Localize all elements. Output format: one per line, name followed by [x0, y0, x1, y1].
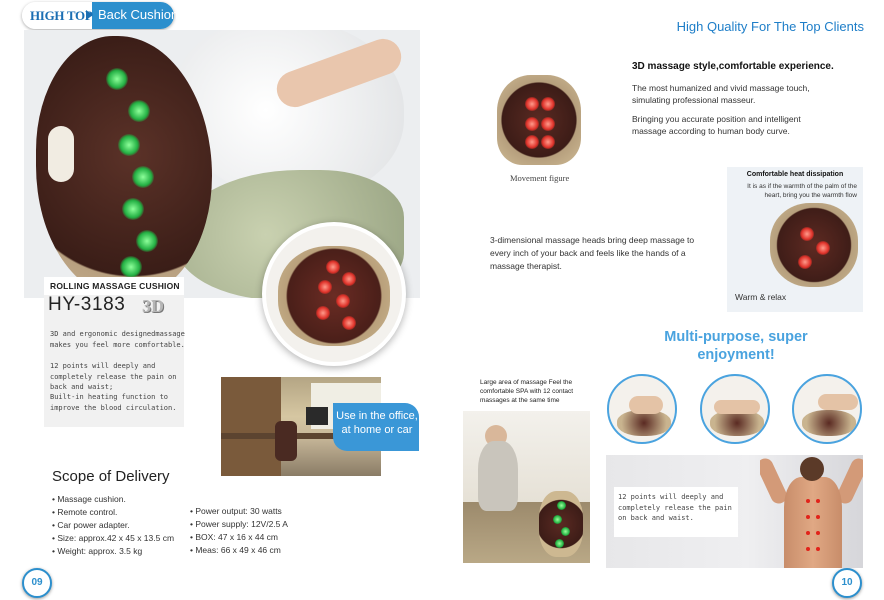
tagline: High Quality For The Top Clients: [676, 19, 864, 34]
use-cushion: [802, 410, 856, 436]
scope-item: • Power output: 30 watts: [190, 506, 282, 516]
massage-node: [342, 272, 356, 286]
massage-node: [525, 135, 539, 149]
green-light: [118, 134, 140, 156]
back-figure: [760, 455, 863, 568]
product-paragraph: 3D and ergonomic designedmassage makes you feel more comfortable.: [50, 330, 185, 349]
green-light: [136, 230, 158, 252]
movement-figure-image: [497, 75, 581, 165]
pressure-point: [816, 499, 820, 503]
scope-item: • Remote control.: [52, 507, 118, 517]
cushion-handle: [48, 126, 74, 182]
office-shelf: [221, 377, 281, 476]
massage-node: [798, 255, 812, 269]
heat-description: It is as if the warmth of the palm of the heart, bring you the warmth flow: [747, 183, 857, 199]
use-leg-image: [792, 374, 862, 444]
massage-node: [541, 117, 555, 131]
product-paragraph: Built-in heating function to improve the blood circulation.: [50, 393, 177, 412]
scope-item: • Power supply: 12V/2.5 A: [190, 519, 288, 529]
back-head: [800, 457, 824, 481]
scope-item: • BOX: 47 x 16 x 44 cm: [190, 532, 279, 542]
use-foot: [629, 396, 663, 414]
massage-node: [525, 97, 539, 111]
heat-cushion-image: [770, 203, 858, 287]
scope-item: • Massage cushion.: [52, 494, 126, 504]
scope-item: • Size: approx.42 x 45 x 13.5 cm: [52, 533, 175, 543]
pressure-point: [806, 499, 810, 503]
scope-item: • Car power adapter.: [52, 520, 130, 530]
use-leg: [818, 394, 858, 410]
product-paragraph: 12 points will deeply and completely release the pain on back and waist;: [50, 362, 177, 391]
back-torso: [784, 477, 842, 568]
pressure-point: [806, 515, 810, 519]
massage-node: [541, 135, 555, 149]
green-light: [122, 198, 144, 220]
massage-node: [336, 294, 350, 308]
cushion-closeup: [262, 222, 406, 366]
back-text: 12 points will deeply and completely release the pain on back and waist.: [618, 493, 732, 522]
3d-badge: 3D: [142, 296, 164, 316]
green-light: [561, 527, 570, 536]
office-monitor: [306, 407, 328, 425]
massage-node: [318, 280, 332, 294]
office-caption: Use in the office, at home or car: [336, 410, 418, 436]
heat-caption: Warm & relax: [735, 292, 787, 302]
massage-node: [525, 117, 539, 131]
massage-node: [316, 306, 330, 320]
spa-photo: [463, 411, 590, 563]
feature-paragraph: The most humanized and vivid massage touch, simulating professional masseur.: [632, 83, 810, 105]
brand-logo: HIGH TOP: [30, 8, 93, 23]
pressure-point: [806, 531, 810, 535]
green-light: [120, 256, 142, 278]
scope-title: Scope of Delivery: [52, 468, 170, 485]
use-arm: [714, 400, 760, 414]
feature-paragraph: Bringing you accurate position and intelligent massage according to human body curve.: [632, 114, 801, 136]
spa-cushion: [539, 491, 583, 557]
deep-massage-text: 3-dimensional massage heads bring deep massage to every inch of your back and feels like the hands of a massage therapist.: [490, 235, 695, 271]
pressure-point: [806, 547, 810, 551]
use-feet-image: [607, 374, 677, 444]
product-model: HY-3183: [48, 294, 126, 315]
feature-heading: 3D massage style,comfortable experience.: [632, 61, 834, 72]
massage-node: [342, 316, 356, 330]
massage-node: [816, 241, 830, 255]
use-arms-image: [700, 374, 770, 444]
product-subtitle: ROLLING MASSAGE CUSHION: [50, 281, 180, 291]
massage-node: [326, 260, 340, 274]
woman-body: [478, 441, 518, 511]
pressure-point: [816, 515, 820, 519]
cushion-body: [278, 246, 390, 346]
page-number-left: 09: [22, 568, 52, 598]
movement-caption: Movement figure: [510, 173, 570, 183]
page-number-right: 10: [832, 568, 862, 598]
multi-purpose-title: Multi-purpose, super enjoyment!: [664, 329, 808, 363]
massage-node: [800, 227, 814, 241]
play-arrow-icon: [86, 10, 93, 20]
heat-title: Comfortable heat dissipation: [746, 171, 844, 178]
section-title: Back Cushion: [98, 7, 179, 22]
spa-text: Large area of massage Feel the comfortable SPA with 12 contact massages at the same time: [480, 379, 574, 404]
scope-item: • Weight: approx. 3.5 kg: [52, 546, 143, 556]
pressure-point: [816, 531, 820, 535]
green-light: [132, 166, 154, 188]
green-light: [128, 100, 150, 122]
massage-node: [541, 97, 555, 111]
office-chair-with-cushion: [275, 421, 297, 461]
pressure-point: [816, 547, 820, 551]
scope-item: • Meas: 66 x 49 x 46 cm: [190, 545, 281, 555]
green-light: [555, 539, 564, 548]
green-light: [106, 68, 128, 90]
green-light: [553, 515, 562, 524]
green-light: [557, 501, 566, 510]
